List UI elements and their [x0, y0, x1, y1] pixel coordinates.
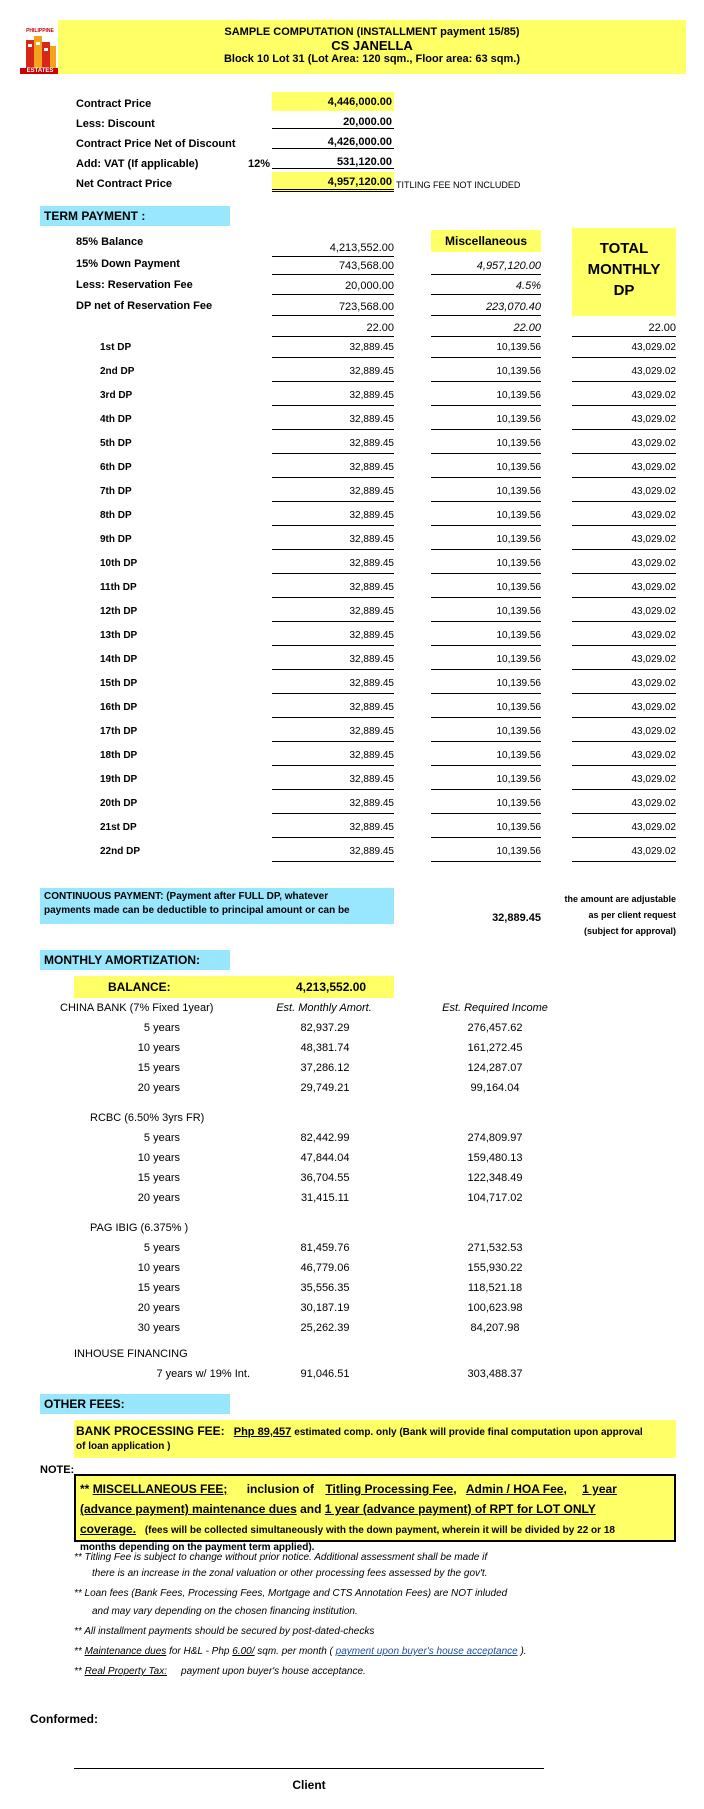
- dp-row-misc: 10,139.56: [431, 462, 541, 478]
- dp-row: [0, 552, 704, 576]
- rcbc-term: 5 years: [143, 1132, 180, 1144]
- inhouse-income: 303,488.37: [467, 1368, 523, 1380]
- adjustable-note-3: (subject for approval): [583, 926, 676, 936]
- dp-row: [0, 504, 704, 528]
- dp-row-misc: 10,139.56: [431, 606, 541, 622]
- dp-row-total: 43,029.02: [572, 582, 676, 598]
- dp-row: [0, 792, 704, 816]
- dp-row-label: 6th DP: [100, 462, 132, 473]
- dp-row-label: 7th DP: [100, 486, 132, 497]
- misc-and: and: [300, 1502, 322, 1516]
- dp-row: [0, 720, 704, 744]
- note-maint-link[interactable]: payment upon buyer's house acceptance: [335, 1646, 518, 1657]
- misc-collection: (fees will be collected simultaneously with the down payment, wherein it will be divided by 22 or 18: [144, 1525, 615, 1536]
- vat-rate: 12%: [248, 158, 271, 170]
- net-discount-value: 4,426,000.00: [272, 136, 394, 149]
- rcbc-term: 10 years: [137, 1152, 180, 1164]
- continuous-amount: 32,889.45: [492, 912, 541, 924]
- dp-row-label: 5th DP: [100, 438, 132, 449]
- dp-row-label: 21st DP: [100, 822, 137, 833]
- china-row: [0, 1082, 704, 1102]
- dp-row-label: 13th DP: [100, 630, 138, 641]
- pagibig-title: PAG IBIG (6.375% ): [90, 1222, 189, 1234]
- dp-row: [0, 384, 704, 408]
- dp-row-misc: 10,139.56: [431, 630, 541, 646]
- dp-row-total: 43,029.02: [572, 678, 676, 694]
- dp-row-total: 43,029.02: [572, 462, 676, 478]
- bpf-text2: of loan application ): [76, 1441, 171, 1452]
- misc-rpt: 1 year (advance payment) of RPT for LOT ONLY: [324, 1502, 596, 1516]
- china-monthly: 37,286.12: [300, 1062, 350, 1074]
- dp-row: [0, 624, 704, 648]
- dp-row-label: 14th DP: [100, 654, 138, 665]
- note-maint-stars: **: [74, 1646, 85, 1657]
- dp-row-misc: 10,139.56: [431, 582, 541, 598]
- china-term: 10 years: [137, 1042, 180, 1054]
- dp-row-total: 43,029.02: [572, 438, 676, 454]
- continuous-payment-box: [40, 888, 394, 924]
- months-total: 22.00: [572, 322, 676, 337]
- dp-row-total: 43,029.02: [572, 486, 676, 502]
- misc-stars: **: [80, 1482, 93, 1496]
- dp-row-amount: 32,889.45: [272, 534, 394, 550]
- pagibig-term: 5 years: [143, 1242, 180, 1254]
- pagibig-row: [0, 1322, 704, 1342]
- col-monthly-header: Est. Monthly Amort.: [276, 1002, 372, 1014]
- amort-section-title: MONTHLY AMORTIZATION:: [40, 950, 230, 970]
- dp-row-total: 43,029.02: [572, 510, 676, 526]
- misc-line3: [80, 1519, 670, 1541]
- pagibig-income: 271,532.53: [467, 1242, 523, 1254]
- rcbc-row: [0, 1152, 704, 1172]
- adjustable-note-2: as per client request: [588, 910, 676, 920]
- china-income: 161,272.45: [467, 1042, 523, 1054]
- china-income: 124,287.07: [467, 1062, 523, 1074]
- dp-row-label: 4th DP: [100, 414, 132, 425]
- net-contract-value: 4,957,120.00: [272, 172, 394, 192]
- conformed-label: Conformed:: [30, 1712, 98, 1726]
- dp-row-amount: 32,889.45: [272, 822, 394, 838]
- misc-line1: ** MISCELLANEOUS FEE; inclusion of Titling Processing Fee, Admin / HOA Fee, 1 year: [80, 1482, 617, 1496]
- dp-row-label: 2nd DP: [100, 366, 135, 377]
- dp-row-misc: 10,139.56: [431, 678, 541, 694]
- down-payment-label: 15% Down Payment: [76, 258, 180, 270]
- balance-85-value: 4,213,552.00: [272, 242, 394, 257]
- dp-row-misc: 10,139.56: [431, 798, 541, 814]
- dp-row-misc: 10,139.56: [431, 774, 541, 790]
- rcbc-monthly: 47,844.04: [300, 1152, 350, 1164]
- months-dp: 22.00: [272, 322, 394, 337]
- note-pdc: ** All installment payments should be secured by post-dated-checks: [74, 1626, 375, 1637]
- dp-row-label: 19th DP: [100, 774, 138, 785]
- rcbc-income: 122,348.49: [467, 1172, 523, 1184]
- titling-note: TITLING FEE NOT INCLUDED: [396, 180, 521, 190]
- note-rpt: [74, 1666, 366, 1677]
- rcbc-income: 159,480.13: [467, 1152, 523, 1164]
- adjustable-note-1: the amount are adjustable: [564, 894, 676, 904]
- dp-row-misc: 10,139.56: [431, 486, 541, 502]
- misc-titling: Titling Processing Fee: [325, 1482, 454, 1496]
- dp-row-total: 43,029.02: [572, 342, 676, 358]
- dp-row-misc: 10,139.56: [431, 390, 541, 406]
- note-loan-2: and may vary depending on the chosen financing institution.: [92, 1606, 358, 1617]
- misc-inclusion: inclusion of: [246, 1482, 315, 1496]
- dp-row: [0, 648, 704, 672]
- china-row: [0, 1062, 704, 1082]
- logo-building-icon: [20, 34, 60, 70]
- note-maint-label: Maintenance dues: [84, 1646, 167, 1657]
- net-contract-label: Net Contract Price: [76, 178, 172, 190]
- dp-row-misc: 10,139.56: [431, 342, 541, 358]
- dp-row: [0, 408, 704, 432]
- discount-label: Less: Discount: [76, 118, 155, 130]
- pagibig-monthly: 35,556.35: [300, 1282, 350, 1294]
- dp-row-misc: 10,139.56: [431, 750, 541, 766]
- dp-row-label: 20th DP: [100, 798, 138, 809]
- dp-row-amount: 32,889.45: [272, 390, 394, 406]
- dp-row-amount: 32,889.45: [272, 774, 394, 790]
- amort-balance-box: [74, 976, 394, 998]
- misc-admin: Admin / HOA Fee: [465, 1482, 564, 1496]
- china-income: 99,164.04: [470, 1082, 520, 1094]
- note-maint-rate: 6.00/: [232, 1646, 255, 1657]
- dp-row-amount: 32,889.45: [272, 750, 394, 766]
- inhouse-term: 7 years w/ 19% Int.: [156, 1368, 250, 1380]
- rcbc-term: 20 years: [137, 1192, 180, 1204]
- dp-row-total: 43,029.02: [572, 774, 676, 790]
- misc-1year: 1 year: [582, 1482, 617, 1496]
- pagibig-row: [0, 1262, 704, 1282]
- note-rpt-label: Real Property Tax:: [84, 1666, 168, 1677]
- dp-row-misc: 10,139.56: [431, 534, 541, 550]
- dp-row-total: 43,029.02: [572, 366, 676, 382]
- dp-row-label: 10th DP: [100, 558, 138, 569]
- pagibig-income: 100,623.98: [467, 1302, 523, 1314]
- misc-maintenance: (advance payment) maintenance dues: [80, 1502, 297, 1516]
- dp-row: [0, 744, 704, 768]
- dp-row-misc: 10,139.56: [431, 366, 541, 382]
- pagibig-monthly: 25,262.39: [300, 1322, 350, 1334]
- balance-85-label: 85% Balance: [76, 236, 144, 248]
- pagibig-term: 10 years: [137, 1262, 180, 1274]
- amort-balance-value: 4,213,552.00: [296, 980, 367, 994]
- note-loan-1: ** Loan fees (Bank Fees, Processing Fees, Mortgage and CTS Annotation Fees) are NOT inluded: [74, 1588, 508, 1599]
- bpf-line1: [76, 1424, 674, 1438]
- china-monthly: 29,749.21: [300, 1082, 350, 1094]
- dp-row-amount: 32,889.45: [272, 486, 394, 502]
- rcbc-row: [0, 1192, 704, 1212]
- down-payment-value: 743,568.00: [272, 260, 394, 275]
- pagibig-monthly: 46,779.06: [300, 1262, 350, 1274]
- contract-price-label: Contract Price: [76, 98, 152, 110]
- pagibig-monthly: 81,459.76: [300, 1242, 350, 1254]
- dp-row: [0, 456, 704, 480]
- rcbc-term: 15 years: [137, 1172, 180, 1184]
- china-income: 276,457.62: [467, 1022, 523, 1034]
- dp-row: [0, 816, 704, 840]
- dp-row: [0, 480, 704, 504]
- months-misc: 22.00: [431, 322, 541, 337]
- dp-row-misc: 10,139.56: [431, 846, 541, 862]
- dp-row-total: 43,029.02: [572, 414, 676, 430]
- rcbc-monthly: 36,704.55: [300, 1172, 350, 1184]
- note-title: NOTE:: [40, 1464, 75, 1476]
- misc-rate-value: 4.5%: [431, 280, 541, 295]
- china-monthly: 82,937.29: [300, 1022, 350, 1034]
- dp-row-amount: 32,889.45: [272, 462, 394, 478]
- dp-row-misc: 10,139.56: [431, 654, 541, 670]
- total-header-2: MONTHLY: [587, 261, 661, 278]
- logo-bottom-text: ESTATES: [20, 68, 60, 74]
- inhouse-row: [0, 1368, 704, 1388]
- dp-row-amount: 32,889.45: [272, 798, 394, 814]
- dp-row-amount: 32,889.45: [272, 846, 394, 862]
- dp-row-total: 43,029.02: [572, 750, 676, 766]
- rcbc-income: 104,717.02: [467, 1192, 523, 1204]
- dp-row-misc: 10,139.56: [431, 558, 541, 574]
- signature-line: [74, 1768, 544, 1769]
- china-bank-title: CHINA BANK (7% Fixed 1year): [60, 1002, 214, 1014]
- total-monthly-dp-header: [572, 228, 676, 316]
- col-income-header: Est. Required Income: [442, 1002, 548, 1014]
- dp-row: [0, 360, 704, 384]
- dp-row-misc: 10,139.56: [431, 510, 541, 526]
- rcbc-row: [0, 1172, 704, 1192]
- inhouse-monthly: 91,046.51: [300, 1368, 350, 1380]
- dp-row-label: 15th DP: [100, 678, 138, 689]
- header-line2: CS JANELLA: [331, 38, 413, 53]
- other-fees-title: OTHER FEES:: [40, 1394, 230, 1414]
- header-line3: Block 10 Lot 31 (Lot Area: 120 sqm., Floor area: 63 sqm.): [223, 53, 521, 65]
- dp-row-total: 43,029.02: [572, 534, 676, 550]
- misc-line2: [80, 1499, 670, 1519]
- misc-coverage: coverage.: [80, 1522, 137, 1536]
- dp-row: [0, 672, 704, 696]
- pagibig-row: [0, 1302, 704, 1322]
- dp-row: [0, 768, 704, 792]
- dp-row-amount: 32,889.45: [272, 366, 394, 382]
- note-maint-end: ).: [517, 1646, 527, 1657]
- dp-row-amount: 32,889.45: [272, 438, 394, 454]
- dp-row-total: 43,029.02: [572, 558, 676, 574]
- rcbc-income: 274,809.97: [467, 1132, 523, 1144]
- vat-value: 531,120.00: [272, 156, 394, 169]
- bpf-amount: Php 89,457: [233, 1426, 292, 1438]
- dp-row-label: 11th DP: [100, 582, 137, 593]
- note-rpt-stars: **: [74, 1666, 85, 1677]
- dp-row-label: 3rd DP: [100, 390, 133, 401]
- amort-balance-label: BALANCE:: [108, 980, 171, 994]
- dp-row: [0, 336, 704, 360]
- dp-row-amount: 32,889.45: [272, 606, 394, 622]
- china-term: 20 years: [137, 1082, 180, 1094]
- net-discount-label: Contract Price Net of Discount: [76, 138, 236, 150]
- rcbc-row: [0, 1132, 704, 1152]
- bpf-text1: estimated comp. only (Bank will provide final computation upon approval: [294, 1427, 643, 1438]
- dp-net-value: 723,568.00: [272, 301, 394, 316]
- misc-header: Miscellaneous: [431, 230, 541, 252]
- dp-row-misc: 10,139.56: [431, 702, 541, 718]
- dp-row-amount: 32,889.45: [272, 414, 394, 430]
- dp-row-amount: 32,889.45: [272, 678, 394, 694]
- note-titling-1: ** Titling Fee is subject to change without prior notice. Additional assessment shall be made if: [74, 1552, 488, 1563]
- china-term: 15 years: [137, 1062, 180, 1074]
- misc-net-value: 223,070.40: [431, 301, 541, 316]
- dp-row-amount: 32,889.45: [272, 726, 394, 742]
- dp-row: [0, 432, 704, 456]
- reservation-fee-label: Less: Reservation Fee: [76, 279, 193, 291]
- note-maint-for: for H&L - Php: [166, 1646, 233, 1657]
- pagibig-term: 15 years: [137, 1282, 180, 1294]
- header-banner: [58, 20, 686, 74]
- discount-value: 20,000.00: [272, 116, 394, 129]
- dp-row-label: 8th DP: [100, 510, 132, 521]
- misc-line4: months depending on the payment term applied).: [80, 1542, 315, 1553]
- misc-total-value: 4,957,120.00: [431, 260, 541, 275]
- china-term: 5 years: [143, 1022, 180, 1034]
- rcbc-monthly: 82,442.99: [300, 1132, 350, 1144]
- pagibig-income: 155,930.22: [467, 1262, 523, 1274]
- bank-processing-fee-box: [74, 1420, 676, 1458]
- dp-row-amount: 32,889.45: [272, 654, 394, 670]
- continuous-line1: CONTINUOUS PAYMENT: (Payment after FULL DP, whatever: [44, 891, 329, 902]
- rcbc-title: RCBC (6.50% 3yrs FR): [90, 1112, 205, 1124]
- dp-row-total: 43,029.02: [572, 654, 676, 670]
- dp-row-total: 43,029.02: [572, 846, 676, 862]
- contract-price-value: 4,446,000.00: [272, 92, 394, 111]
- dp-row: [0, 600, 704, 624]
- total-header-3: DP: [613, 282, 635, 299]
- misc-fee-label: MISCELLANEOUS FEE;: [92, 1482, 228, 1496]
- dp-row: [0, 696, 704, 720]
- china-row: [0, 1042, 704, 1062]
- dp-row-total: 43,029.02: [572, 726, 676, 742]
- dp-row-total: 43,029.02: [572, 798, 676, 814]
- dp-row-misc: 10,139.56: [431, 414, 541, 430]
- dp-row: [0, 840, 704, 864]
- dp-row-label: 18th DP: [100, 750, 138, 761]
- pagibig-row: [0, 1242, 704, 1262]
- header-line1: SAMPLE COMPUTATION (INSTALLMENT payment 15/85): [224, 26, 520, 38]
- vat-label: Add: VAT (If applicable): [76, 158, 199, 170]
- dp-row-label: 22nd DP: [100, 846, 141, 857]
- dp-row-misc: 10,139.56: [431, 438, 541, 454]
- pagibig-monthly: 30,187.19: [300, 1302, 350, 1314]
- dp-row-amount: 32,889.45: [272, 342, 394, 358]
- dp-row-label: 17th DP: [100, 726, 138, 737]
- dp-row-amount: 32,889.45: [272, 630, 394, 646]
- dp-row: [0, 576, 704, 600]
- pagibig-row: [0, 1282, 704, 1302]
- note-maintenance: [74, 1646, 527, 1657]
- client-label: Client: [292, 1778, 326, 1792]
- bpf-label: BANK PROCESSING FEE:: [76, 1424, 225, 1438]
- rcbc-monthly: 31,415.11: [300, 1192, 350, 1204]
- dp-row-amount: 32,889.45: [272, 702, 394, 718]
- pagibig-income: 84,207.98: [470, 1322, 520, 1334]
- dp-net-label: DP net of Reservation Fee: [76, 300, 213, 312]
- dp-row-amount: 32,889.45: [272, 510, 394, 526]
- logo-top-text: PHILIPPINE: [26, 28, 54, 34]
- dp-row-total: 43,029.02: [572, 390, 676, 406]
- dp-row-label: 16th DP: [100, 702, 138, 713]
- dp-row-amount: 32,889.45: [272, 582, 394, 598]
- china-monthly: 48,381.74: [300, 1042, 350, 1054]
- reservation-fee-value: 20,000.00: [272, 280, 394, 295]
- dp-row-misc: 10,139.56: [431, 822, 541, 838]
- dp-row-amount: 32,889.45: [272, 558, 394, 574]
- pagibig-term: 20 years: [137, 1302, 180, 1314]
- dp-row-label: 9th DP: [100, 534, 132, 545]
- term-section-title: TERM PAYMENT :: [40, 206, 230, 226]
- note-titling-2: there is an increase in the zonal valuation or other processing fees assessed by the gov't.: [92, 1568, 488, 1579]
- logo: [20, 28, 60, 76]
- dp-row: [0, 528, 704, 552]
- total-header-1: TOTAL: [599, 240, 649, 257]
- inhouse-title: INHOUSE FINANCING: [74, 1348, 188, 1360]
- dp-row-total: 43,029.02: [572, 606, 676, 622]
- dp-row-total: 43,029.02: [572, 702, 676, 718]
- dp-row-total: 43,029.02: [572, 822, 676, 838]
- dp-row-misc: 10,139.56: [431, 726, 541, 742]
- china-row: [0, 1022, 704, 1042]
- pagibig-term: 30 years: [137, 1322, 180, 1334]
- dp-row-label: 12th DP: [100, 606, 138, 617]
- dp-row-label: 1st DP: [100, 342, 132, 353]
- misc-fee-box: [74, 1474, 676, 1553]
- pagibig-income: 118,521.18: [467, 1282, 523, 1294]
- note-maint-per: sqm. per month (: [254, 1646, 336, 1657]
- dp-row-total: 43,029.02: [572, 630, 676, 646]
- note-rpt-text: payment upon buyer's house acceptance.: [181, 1666, 366, 1677]
- continuous-line2: payments made can be deductible to principal amount or can be: [44, 905, 350, 916]
